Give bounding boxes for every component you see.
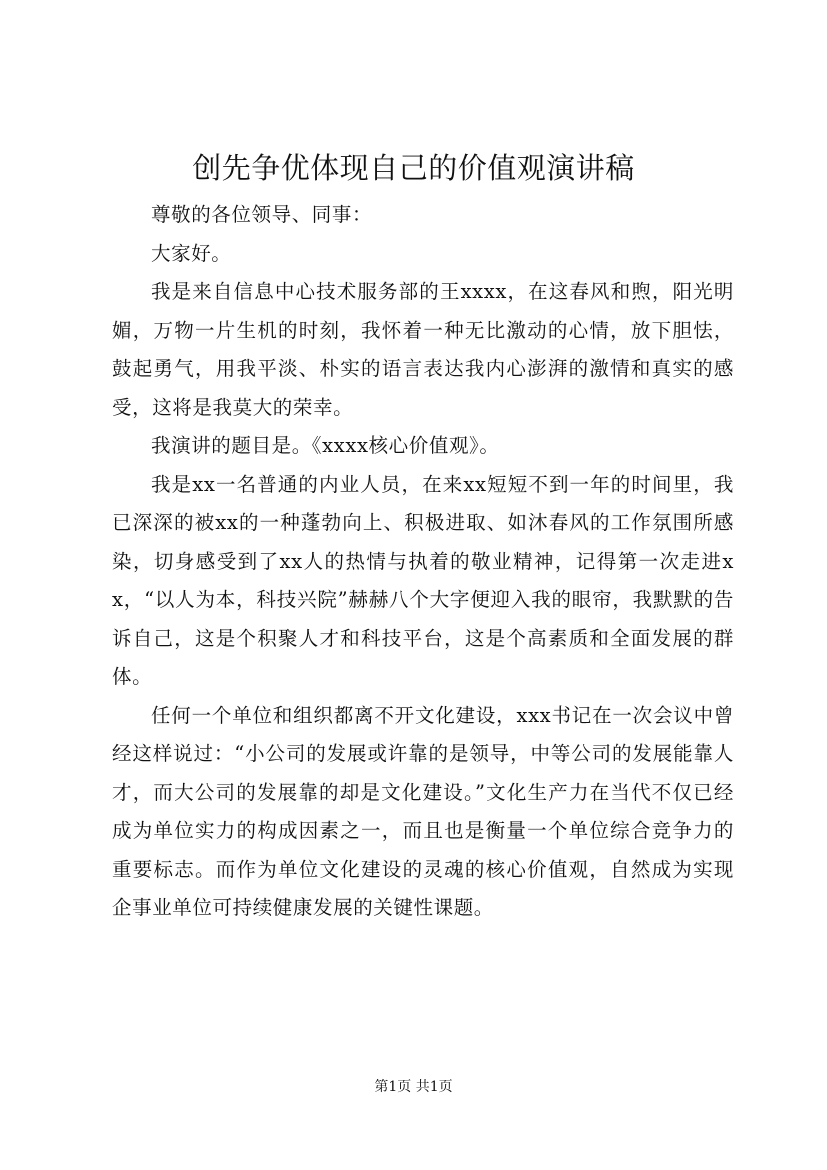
paragraph-work-experience: 我是xx一名普通的内业人员，在来xx短短不到一年的时间里，我已深深的被xx的一种蓬勃向上、积极进取、如沐春风的工作氛围所感染，切身感受到了xx人的热情与执着的敬业精神，记得第一次走进xx，“以人为本，科技兴院”赫赫八个大字便迎入我的眼帘，我默默的告诉自己，这是个积聚人才和科技平台，这是个高素质和全面发展的群体。 — [112, 472, 734, 688]
paragraph-speech-topic: 我演讲的题目是。《xxxx核心价值观》。 — [151, 434, 500, 457]
page-footer: 第1页 共1页 — [374, 1079, 453, 1095]
paragraph-introduction: 我是来自信息中心技术服务部的王xxxx，在这春风和煦，阳光明媚，万物一片生机的时刻，我怀着一种无比激动的心情，放下胆怯，鼓起勇气，用我平淡、朴实的语言表达我内心澎湃的激情和真实的感受，这将是我莫大的荣幸。 — [112, 280, 734, 419]
paragraph-salutation: 尊敬的各位领导、同事： — [151, 203, 373, 226]
paragraph-greeting: 大家好。 — [151, 241, 232, 265]
document-title: 创先争优体现自己的价值观演讲稿 — [192, 151, 635, 185]
document-body — [112, 196, 734, 928]
paragraph-culture-building: 任何一个单位和组织都离不开文化建设，xxx书记在一次会议中曾经这样说过：“小公司的发展或许靠的是领导，中等公司的发展能靠人才，而大公司的发展靠的却是文化建设。”文化生产力在当代不仅已经成为单位实力的构成因素之一，而且也是衡量一个单位综合竞争力的重要标志。而作为单位文化建设的灵魂的核心价值观，自然成为实现企事业单位可持续健康发展的关键性课题。 — [112, 703, 734, 919]
